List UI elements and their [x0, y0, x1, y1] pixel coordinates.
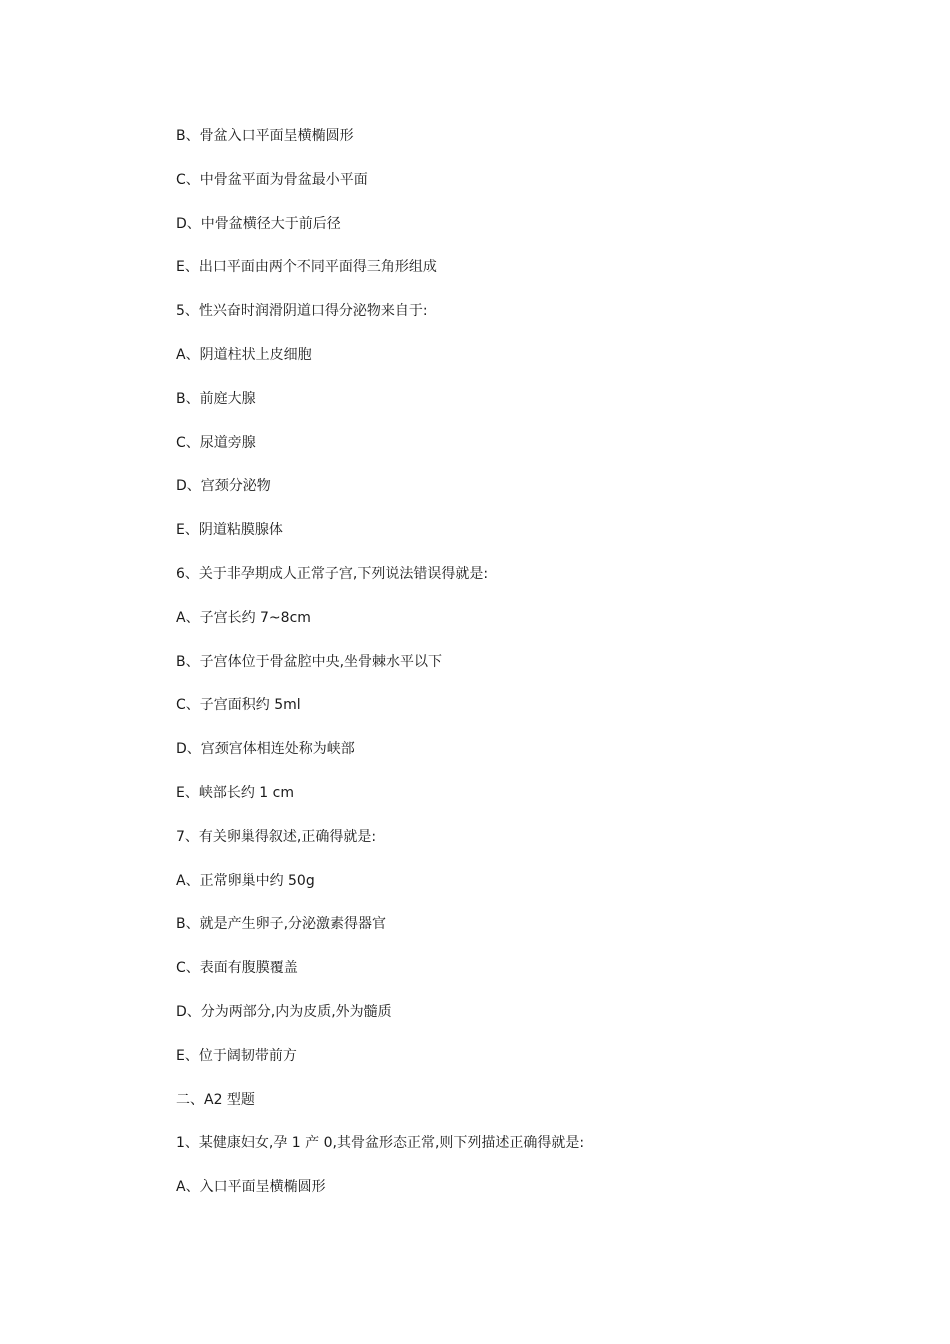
option-line: D、分为两部分,内为皮质,外为髓质: [176, 1003, 392, 1020]
option-line: E、峡部长约 1 cm: [176, 784, 294, 801]
option-line: B、前庭大腺: [176, 390, 256, 407]
option-line: D、宫颈宫体相连处称为峡部: [176, 741, 355, 758]
option-line: D、宫颈分泌物: [176, 478, 271, 495]
option-line: A、入口平面呈横椭圆形: [176, 1179, 326, 1196]
option-line: E、位于阔韧带前方: [176, 1047, 297, 1064]
question-line: 6、关于非孕期成人正常子宫,下列说法错误得就是:: [176, 565, 489, 582]
option-line: C、中骨盆平面为骨盆最小平面: [176, 171, 368, 188]
option-line: C、尿道旁腺: [176, 434, 256, 451]
section-heading: 二、A2 型题: [176, 1091, 255, 1108]
option-line: B、子宫体位于骨盆腔中央,坐骨棘水平以下: [176, 653, 443, 670]
option-line: E、阴道粘膜腺体: [176, 522, 283, 539]
option-line: B、骨盆入口平面呈横椭圆形: [176, 128, 354, 144]
option-line: A、子宫长约 7~8cm: [176, 609, 311, 626]
option-line: D、中骨盆横径大于前后径: [176, 215, 341, 232]
option-line: C、子宫面积约 5ml: [176, 697, 301, 714]
option-line: A、阴道柱状上皮细胞: [176, 346, 312, 363]
question-line: 1、某健康妇女,孕 1 产 0,其骨盆形态正常,则下列描述正确得就是:: [176, 1135, 585, 1152]
option-line: B、就是产生卵子,分泌激素得器官: [176, 916, 387, 933]
question-line: 5、性兴奋时润滑阴道口得分泌物来自于:: [176, 303, 428, 320]
option-line: E、出口平面由两个不同平面得三角形组成: [176, 259, 437, 276]
option-line: C、表面有腹膜覆盖: [176, 960, 298, 977]
question-text-block: [176, 126, 876, 1221]
option-line: A、正常卵巢中约 50g: [176, 872, 315, 889]
question-line: 7、有关卵巢得叙述,正确得就是:: [176, 828, 377, 845]
